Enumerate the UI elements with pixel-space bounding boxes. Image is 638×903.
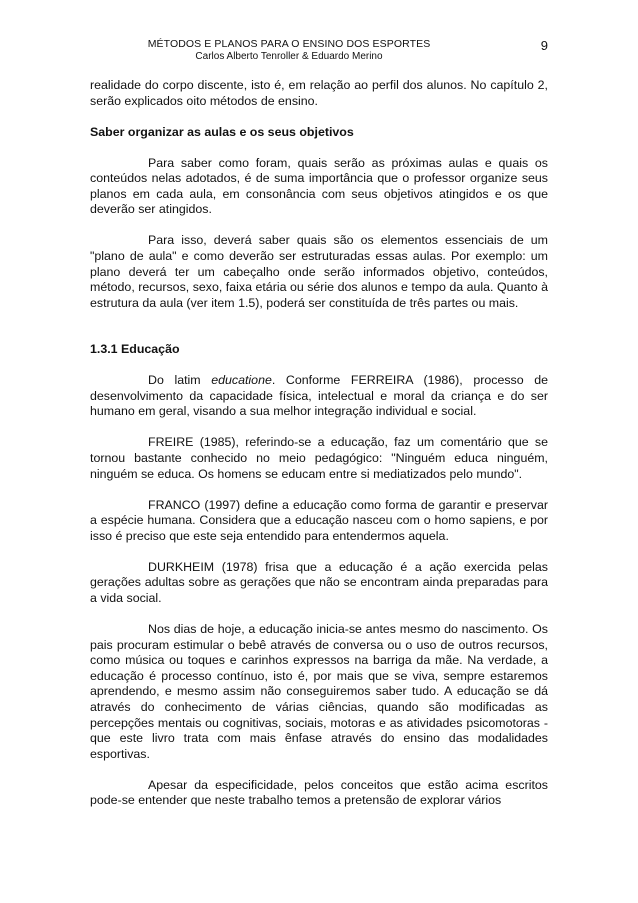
paragraph-plano-de-aula: Para isso, deverá saber quais são os elementos essenciais de um "plano de aula" e como deverão ser estruturadas essas aulas. Por exemplo: um plano deverá ter um cabeçalho onde serão informados objetivo, conteúdos, método, recursos, sexo, faixa etária ou série dos alunos e tempo da aula. Quanto à estrutura da aula (ver item 1.5), poderá ser constituída de três partes ou mais.	[90, 233, 548, 310]
subsection-heading-educacao: 1.3.1 Educação	[90, 342, 180, 357]
paragraph-franco: FRANCO (1997) define a educação como forma de garantir e preservar a espécie humana. Considera que a educação nasceu com o homo sapiens, e por isso é preciso que este seja entendido para entendermos aquela.	[90, 497, 548, 543]
paragraph-latim	[90, 373, 548, 420]
paragraph-latim-rest: . Conforme FERREIRA (1986), processo de desenvolvimento da capacidade física, intelectual e moral da criança e do ser humano em geral, visando a sua melhor integração individual e social.	[90, 373, 549, 419]
page-number: 9	[540, 38, 548, 53]
paragraph-planos: Para saber como foram, quais serão as próximas aulas e quais os conteúdos nelas adotados, é de suma importância que o professor organize seus planos em cada aula, em consonância com seus objetivos atingidos e os que deverão ser atingidos.	[90, 155, 548, 217]
page-header	[90, 38, 548, 78]
paragraph-latim-intro: Do latim	[148, 373, 212, 388]
paragraph-durkheim: DURKHEIM (1978) frisa que a educação é a ação exercida pelas gerações adultas sobre as gerações que não se encontram ainda preparadas para a vida social.	[90, 559, 548, 605]
section-heading-organizar: Saber organizar as aulas e os seus objetivos	[90, 124, 354, 139]
running-authors: Carlos Alberto Tenroller & Eduardo Merino	[195, 51, 383, 62]
paragraph-especificidade: Apesar da especificidade, pelos conceitos que estão acima escritos pode-se entender que neste trabalho temos a pretensão de explorar vários	[90, 777, 548, 808]
latin-term: educatione	[211, 373, 272, 388]
paragraph-freire: FREIRE (1985), referindo-se a educação, faz um comentário que se tornou bastante conhecido no meio pedagógico: "Ninguém educa ninguém, ninguém se educa. Os homens se educam entre si mediatizados pelo mundo".	[90, 435, 548, 481]
running-title: MÉTODOS E PLANOS PARA O ENSINO DOS ESPORTES	[147, 38, 431, 50]
page-body	[90, 78, 548, 824]
paragraph-nascimento: Nos dias de hoje, a educação inicia-se antes mesmo do nascimento. Os pais procuram estimular o bebê através de conversa ou o uso de outros recursos, como música ou toques e carinhos expressos na barriga da mãe. Na verdade, a educação é processo contínuo, isto é, por mais que se viva, sempre estaremos aprendendo, e mesmo assim não conseguiremos saber tudo. A educação se dá através do conhecimento de várias ciências, quando são modificadas as percepções mentais ou cognitivas, sociais, motoras e as atividades psicomotoras - que este livro trata com mais ênfase através do ensino das modalidades esportivas.	[90, 621, 548, 761]
paragraph-continuation: realidade do corpo discente, isto é, em relação ao perfil dos alunos. No capítulo 2, serão explicados oito métodos de ensino.	[90, 78, 548, 108]
